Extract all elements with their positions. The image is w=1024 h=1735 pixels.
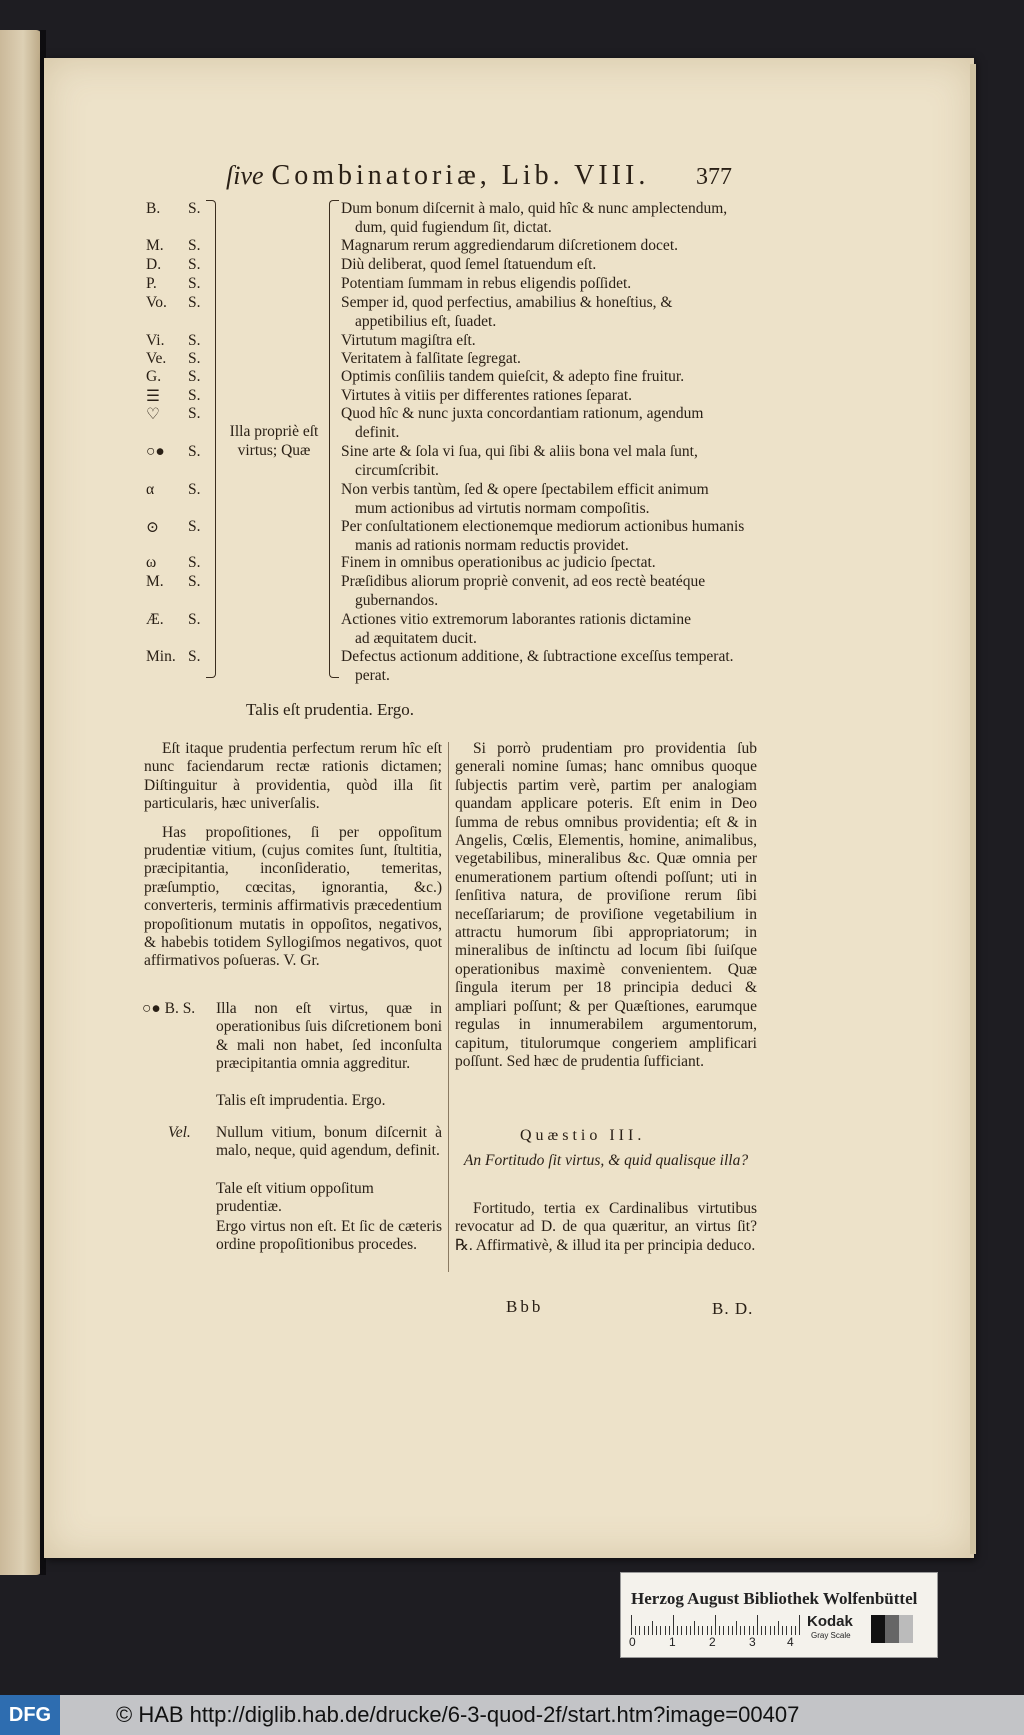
table-row-code [146, 611, 201, 629]
row-text-line1: Dum bonum diſcernit à malo, quid hîc & nunc amplectendum, [341, 200, 728, 217]
ruler-tick [715, 1615, 716, 1635]
row-code: M. [146, 573, 164, 590]
ruler-tick [694, 1621, 695, 1635]
table-row-code [146, 256, 201, 274]
example-2-conclusion-2: Ergo virtus non eſt. Et ſic de cæteris ordine propoſitionibus procedes. [216, 1218, 442, 1254]
row-code: ⊙ [146, 519, 159, 536]
row-s: S. [188, 648, 201, 665]
table-row-text [341, 200, 761, 237]
quaestio-subtitle: An Fortitudo ſit virtus, & quid qualisque illa? [463, 1152, 749, 1169]
row-code: Min. [146, 648, 176, 665]
table-row-text [341, 648, 761, 685]
ruler-tick [698, 1626, 699, 1635]
left-paragraph-1: Eſt itaque prudentia perfectum rerum hîc eſt nunc faciendarum rectæ rationis dictamen; Diſtinguitur à providentia, quòd illa ſit particularis, hæc univerſalis. [144, 740, 442, 813]
row-text-line2: dum, quid fugiendum ſit, dictat. [355, 218, 552, 236]
row-s: S. [188, 237, 201, 254]
table-row-text [341, 405, 761, 442]
running-head-lead: ſive [226, 161, 264, 190]
ruler-tick [786, 1626, 787, 1635]
ruler-tick [690, 1626, 691, 1635]
table-row-code [146, 518, 201, 537]
table-row-text [341, 573, 761, 610]
ruler-tick [631, 1615, 632, 1635]
table-row-code [146, 237, 201, 255]
ruler-tick [644, 1626, 645, 1635]
ruler-tick [723, 1626, 724, 1635]
table-row-text [341, 554, 761, 573]
ruler-tick [711, 1626, 712, 1635]
row-text-line1: Semper id, quod perfectius, amabilius & honeſtius, & [341, 294, 673, 311]
table-row-text [341, 443, 761, 480]
example-2-text: Nullum vitium, bonum diſcernit à malo, neque, quid agendum, definit. [216, 1124, 442, 1160]
gray-swatch [899, 1615, 913, 1643]
left-paragraph-2: Has propoſitiones, ſi per oppoſitum prudentiæ vitium, (cujus comites ſunt, ſtultitia, præcipitantia, inconſideratio, temeritas, præſumptio, cœcitas, ignorantia, &c.) converteris, terminis affirmativis præcedentium propoſitionum mutatis in oppoſitos, negativos, & habebis totidem Syllogiſmos negativos, quot affirmativos poſueras. V. Gr. [144, 823, 442, 970]
row-code: ○● [146, 443, 165, 460]
table-row-code [146, 405, 201, 424]
ruler-tick [740, 1626, 741, 1635]
ruler-tick [702, 1626, 703, 1635]
row-s: S. [188, 573, 201, 590]
library-color-card [620, 1572, 938, 1658]
row-text-line2: circumſcribit. [355, 461, 439, 479]
row-code: M. [146, 237, 164, 254]
row-text-line2: manis ad rationis normam reductis providet. [355, 536, 629, 554]
row-s: S. [188, 554, 201, 571]
ruler-tick [635, 1626, 636, 1635]
row-code: ω [146, 554, 157, 571]
ruler-tick [749, 1626, 750, 1635]
row-text-line2: perat. [355, 666, 390, 684]
row-text-line2: definit. [355, 423, 400, 441]
ruler-tick [791, 1626, 792, 1635]
example-1-text: Illa non eſt virtus, quæ in operationibus ſuis diſcretionem boni & mali non habet, ſed inconſulta præcipitantia omnia aggreditur. [216, 1000, 442, 1073]
row-code: D. [146, 256, 162, 273]
ruler-number: 2 [709, 1635, 716, 1649]
table-row-text [341, 275, 761, 294]
table-row-text [341, 350, 761, 369]
table-row-code [146, 350, 201, 368]
right-paragraph-1: Si porrò prudentiam pro providentia ſub generali nomine ſumas; hanc omnibus quoque ſubjectis partim verè, partim per analogiam quandam applicare poteris. Eſt enim in Deo ſumma de rebus omnibus providentia; eſt & in Angelis, Cœlis, Elementis, homine, animalibus, vegetabilibus, mineralibus &c. Quæ omnia per enumerationem partium oſtendi poſſunt; uti in ſenſitiva natura, de proviſione rerum ſibi neceſſariarum; de proviſione vegetabilium in attractu humorum ſibi appropriatorum; in mineralibus de inſtinctu ad locum ſibi ſuiſque operationibus maximè convenientem. Quæ ſingula iterum per 18 principia deduci & ampliari poſſunt; & per Quæſtiones, earumque regulas in innumerabilem argumentorum, capitum, titulorumque congeriem amplificari poſſunt. Sed hæc de prudentia ſufficiant. [455, 740, 757, 1070]
viewer-footer [0, 1695, 1024, 1735]
catchword: B. D. [712, 1299, 754, 1318]
ruler-tick [778, 1621, 779, 1635]
brace-label [218, 422, 330, 460]
table-row-code [146, 200, 201, 218]
row-text-line1: Optimis conſiliis tandem quieſcit, & adepto fine fruitur. [341, 368, 685, 385]
row-s: S. [188, 518, 201, 535]
ruler-tick [753, 1626, 754, 1635]
dfg-logo[interactable]: DFG [0, 1695, 60, 1735]
page-number: 377 [696, 164, 732, 190]
table-row-text [341, 387, 761, 406]
row-s: S. [188, 387, 201, 404]
table-row-text [341, 332, 761, 351]
ruler [631, 1615, 811, 1635]
right-brace [329, 200, 339, 678]
ruler-tick [761, 1626, 762, 1635]
row-s: S. [188, 200, 201, 217]
row-code: Vo. [146, 294, 167, 311]
row-text-line1: Virtutes à vitiis per differentes rationes ſeparat. [341, 387, 633, 404]
ruler-tick [770, 1626, 771, 1635]
row-text-line1: Virtutum magiſtra eſt. [341, 332, 476, 349]
ruler-tick [736, 1621, 737, 1635]
row-text-line2: appetibilius eſt, ſuadet. [355, 312, 497, 330]
table-row-code [146, 443, 201, 461]
ruler-number: 1 [669, 1635, 676, 1649]
running-head [226, 160, 649, 192]
row-text-line2: gubernandos. [355, 591, 439, 609]
example-2-code: Vel. [168, 1124, 191, 1141]
row-code: α [146, 481, 155, 498]
table-row-code [146, 275, 201, 293]
table-row-code [146, 387, 201, 406]
ruler-tick [665, 1626, 666, 1635]
row-s: S. [188, 294, 201, 311]
ruler-tick [669, 1626, 670, 1635]
right-paragraph-2: Fortitudo, tertia ex Cardinalibus virtutibus revocatur ad D. de qua quæritur, an virtus ſit? ℞. Affirmativè, & illud ita per principia deduco. [455, 1200, 757, 1254]
ruler-tick [681, 1626, 682, 1635]
row-code: ☰ [146, 388, 160, 405]
example-1-conclusion: Talis eſt imprudentia. Ergo. [216, 1092, 386, 1109]
ruler-tick [719, 1626, 720, 1635]
ruler-tick [728, 1626, 729, 1635]
ruler-tick [757, 1615, 758, 1635]
row-text-line2: mum actionibus ad virtutis normam compoſitis. [355, 499, 650, 517]
table-row-code [146, 294, 201, 312]
ruler-tick [707, 1626, 708, 1635]
previous-page-edge [0, 30, 42, 1575]
page-edge [970, 64, 976, 1554]
row-s: S. [188, 256, 201, 273]
right-paragraph-2-wrap [455, 1200, 757, 1265]
ruler-tick [795, 1626, 796, 1635]
row-s: S. [188, 350, 201, 367]
ruler-tick [782, 1626, 783, 1635]
row-text-line1: Magnarum rerum aggrediendarum diſcretionem docet. [341, 237, 678, 254]
ruler-tick [799, 1615, 800, 1635]
signature-mark: Bbb [506, 1297, 544, 1316]
ruler-tick [639, 1626, 640, 1635]
row-s: S. [188, 405, 201, 422]
ruler-tick [660, 1626, 661, 1635]
row-text-line1: Actiones vitio extremorum laborantes rationis dictamine [341, 611, 691, 628]
gray-swatch [885, 1615, 899, 1643]
table-row-code [146, 573, 201, 591]
row-code: Vi. [146, 332, 165, 349]
right-column [455, 740, 757, 1081]
example-2-conclusion-1: Tale eſt vitium oppoſitum prudentiæ. [216, 1180, 374, 1216]
kodak-label: Kodak [807, 1613, 853, 1630]
row-text-line1: Veritatem à falſitate ſegregat. [341, 350, 521, 367]
row-s: S. [188, 443, 201, 460]
row-code: Æ. [146, 611, 164, 628]
table-row-code [146, 332, 201, 350]
row-text-line1: Per conſultationem electionemque mediorum actionibus humanis [341, 518, 745, 535]
row-s: S. [188, 481, 201, 498]
table-row-code [146, 554, 201, 572]
row-text-line1: Potentiam ſummam in rebus eligendis poſſidet. [341, 275, 632, 292]
ruler-tick [656, 1626, 657, 1635]
ruler-tick [686, 1626, 687, 1635]
table-row-text [341, 481, 761, 518]
row-text-line1: Sine arte & ſola vi ſua, qui ſibi & aliis bona vel mala ſunt, [341, 443, 698, 460]
ruler-tick [677, 1626, 678, 1635]
ruler-tick [774, 1626, 775, 1635]
brace-label-line2: virtus; Quæ [237, 442, 311, 459]
table-conclusion: Talis eſt prudentia. Ergo. [246, 700, 414, 719]
table-row-text [341, 518, 761, 555]
left-brace [206, 200, 216, 678]
example-1-code: ○● B. S. [142, 1000, 196, 1017]
table-row-text [341, 368, 761, 387]
ruler-tick [673, 1615, 674, 1635]
row-code: Ve. [146, 350, 167, 367]
row-text-line1: Non verbis tantùm, ſed & opere ſpectabilem efficit animum [341, 481, 709, 498]
row-s: S. [188, 275, 201, 292]
left-column [144, 740, 442, 981]
ruler-tick [648, 1626, 649, 1635]
row-text-line1: Præſidibus aliorum propriè convenit, ad eos rectè beatéque [341, 573, 706, 590]
ruler-tick [744, 1626, 745, 1635]
ruler-number: 3 [749, 1635, 756, 1649]
row-s: S. [188, 332, 201, 349]
row-text-line1: Quod hîc & nunc juxta concordantiam rationum, agendum [341, 405, 704, 422]
table-row-text [341, 237, 761, 256]
library-card-title: Herzog August Bibliothek Wolfenbüttel [631, 1589, 918, 1608]
row-text-line1: Finem in omnibus operationibus ac judicio ſpectat. [341, 554, 656, 571]
row-s: S. [188, 368, 201, 385]
table-row-code [146, 368, 201, 386]
table-row-text [341, 294, 761, 331]
table-row-text [341, 611, 761, 648]
ruler-tick [652, 1621, 653, 1635]
row-code: G. [146, 368, 162, 385]
row-s: S. [188, 611, 201, 628]
brace-label-line1: Illa propriè eſt [229, 423, 319, 440]
row-text-line1: Diù deliberat, quod ſemel ſtatuendum eſt. [341, 256, 597, 273]
table-row-code [146, 481, 201, 499]
gray-swatch [871, 1615, 885, 1643]
ruler-number: 0 [629, 1635, 636, 1649]
table-row-code [146, 648, 201, 666]
ruler-tick [732, 1626, 733, 1635]
gray-scale-label: Gray Scale [811, 1631, 851, 1640]
copyright-link[interactable]: © HAB http://diglib.hab.de/drucke/6-3-quod-2f/start.htm?image=00407 [116, 1702, 800, 1727]
ruler-number: 4 [787, 1635, 794, 1649]
row-code: B. [146, 200, 161, 217]
row-code: ♡ [146, 406, 160, 423]
row-code: P. [146, 275, 157, 292]
ruler-tick [765, 1626, 766, 1635]
quaestio-title: Quæstio III. [520, 1127, 646, 1144]
row-text-line2: ad æquitatem ducit. [355, 629, 477, 647]
column-divider [448, 742, 449, 1272]
row-text-line1: Defectus actionum additione, & ſubtractione exceſſus temperat. [341, 648, 734, 665]
table-row-text [341, 256, 761, 275]
running-head-title: Combinatoriæ, Lib. VIII. [271, 160, 650, 191]
